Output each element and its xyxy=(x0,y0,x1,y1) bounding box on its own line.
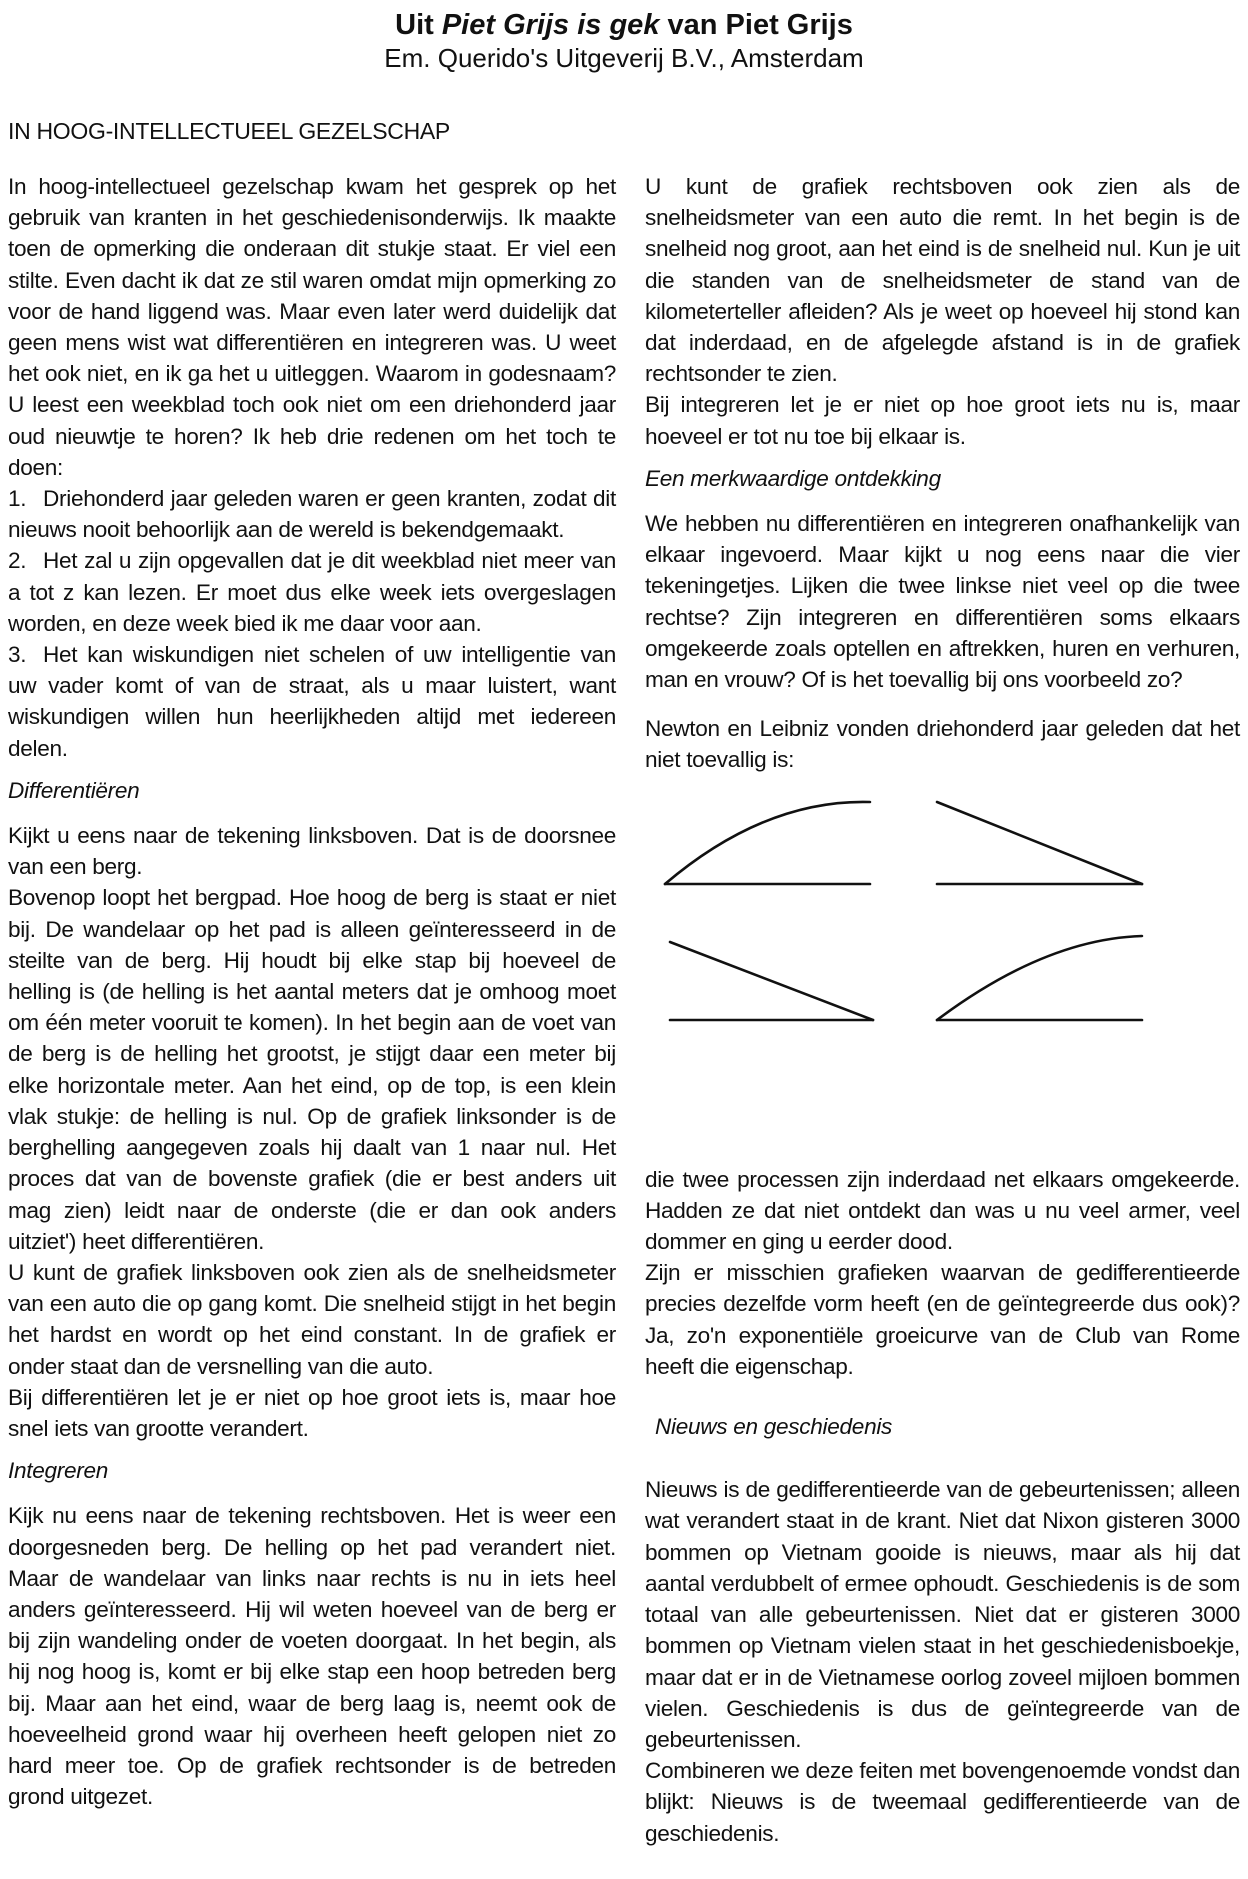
int-paragraph-1: Kijk nu eens naar de tekening rechtsboven. Het is weer een doorgesneden berg. De helling op het pad verandert niet. Maar de wandelaar van links naar rechts is nu in iets heel anders geïnteresseerd. Hij wil weten hoeveel van de berg er bij zijn wandeling onder de voeten doorgaat. In het begin, als hij nog hoog is, komt er bij elke stap een hoop betreden berg bij. Maar aan het eind, waar de berg laag is, neemt ook de hoeveelheid grond waar hij overheen heeft gelopen niet zo hard meer toe. Op de grafiek rechtsonder is de betreden grond uitgezet. xyxy=(8,1503,616,1810)
diff-paragraph-4: Bij differentiëren let je er niet op hoe groot iets is, maar hoe snel iets van grootte verandert. xyxy=(8,1384,616,1441)
drawing-bottom-right-curve xyxy=(937,936,1142,1020)
list-item-text: Het zal u zijn opgevallen dat je dit weekblad niet meer van a tot z kan lezen. Er moet dus elke week iets overgeslagen worden, en deze week bied ik me daar voor aan. xyxy=(8,548,616,636)
right-paragraph-8: Combineren we deze feiten met bovengenoemde vondst dan blijkt: Nieuws is de tweemaal gedifferentieerde van de geschiedenis. xyxy=(645,1758,1240,1846)
right-column xyxy=(645,171,1240,1849)
spacer xyxy=(645,1456,1240,1474)
right-paragraph-5: die twee processen zijn inderdaad net elkaars omgekeerde. Hadden ze dat niet ontdekt dan was u nu veel armer, veel dommer en ging u eerder dood. xyxy=(645,1166,1240,1255)
list-item-number: 3. xyxy=(8,642,27,668)
list-item-number: 1. xyxy=(8,486,27,512)
right-paragraph-6: Zijn er misschien grafieken waarvan de gedifferentieerde precies dezelfde vorm heeft (en de geïntegreerde dus ook)? Ja, zo'n exponentiële groeicurve van de Club van Rome heeft die eigenschap. xyxy=(645,1260,1240,1379)
subheading-nieuws: Nieuws en geschiedenis xyxy=(655,1414,893,1440)
subheading-integreren: Integreren xyxy=(8,1458,108,1484)
diff-paragraph-1: Kijkt u eens naar de tekening linksboven. Dat is de doorsnee van een berg. xyxy=(8,823,616,880)
list-item-1 xyxy=(8,483,616,545)
book-title xyxy=(0,8,1248,42)
spacer xyxy=(645,695,1240,713)
spacer xyxy=(645,1382,1240,1400)
title-prefix: Uit xyxy=(395,9,442,41)
title-italic: Piet Grijs is gek xyxy=(441,9,660,41)
right-paragraph-3: We hebben nu differentiëren en integreren onafhankelijk van elkaar ingevoerd. Maar kijkt u nog eens naar die vier tekeningetjes. Lijken die twee linkse niet veel op die twee rechtse? Zijn integreren en differentiëren soms elkaars omgekeerde zoals optellen en aftrekken, huren en verhuren, man en vrouw? Of is het toevallig bij ons voorbeeld zo? xyxy=(645,511,1240,693)
list-item-3 xyxy=(8,639,616,764)
right-paragraph-4: Newton en Leibniz vonden driehonderd jaar geleden dat het niet toevallig is: xyxy=(645,716,1240,773)
list-item-number: 2. xyxy=(8,548,27,574)
list-item-text: Driehonderd jaar geleden waren er geen kranten, zodat dit nieuws nooit behoorlijk aan de wereld is bekendgemaakt. xyxy=(8,486,616,543)
diff-paragraph-3: U kunt de grafiek linksboven ook zien als de snelheidsmeter van een auto die op gang komt. Die snelheid stijgt in het begin het hardst en wordt op het eind constant. In de grafiek er onder staat dan de versnelling van die auto. xyxy=(8,1259,616,1379)
left-column xyxy=(8,171,616,1812)
list-item-2 xyxy=(8,545,616,639)
title-suffix: van Piet Grijs xyxy=(659,9,853,41)
intro-paragraph: In hoog-intellectueel gezelschap kwam het gesprek op het gebruik van kranten in het geschiedenisonderwijs. Ik maakte toen de opmerking die onderaan dit stukje staat. Er viel een stilte. Even dacht ik dat ze stil waren omdat mijn opmerking zo voor de hand liggend was. Maar even later werd duidelijk dat geen mens wist wat differentiëren en integreren was. U weet het ook niet, en ik ga het u uitleggen. Waarom in godesnaam? U leest een weekblad toch ook niet om een driehonderd jaar oud nieuwtje te horen? Ik heb drie redenen om het toch te doen: xyxy=(8,174,616,480)
subheading-differentieren: Differentiëren xyxy=(8,777,140,803)
right-paragraph-7: Nieuws is de gedifferentieerde van de gebeurtenissen; alleen wat verandert staat in de krant. Niet dat Nixon gisteren 3000 bommen op Vietnam gooide is nieuws, maar als hij dat aantal verdubbelt of ermee ophoudt. Geschiedenis is de som totaal van alle gebeurtenissen. Niet dat er gisteren 3000 bommen op Vietnam vielen staat in het geschiedenisboekje, maar dat er in de Vietnamese oorlog zoveel mijloen bommen vielen. Geschiedenis is dus de geïntegreerde van de gebeurtenissen. xyxy=(645,1477,1240,1752)
subheading-ontdekking: Een merkwaardige ontdekking xyxy=(645,465,941,491)
drawings-svg xyxy=(645,784,1240,1164)
right-paragraph-2: Bij integreren let je er niet op hoe groot iets nu is, maar hoeveel er tot nu toe bij elkaar is. xyxy=(645,392,1240,449)
list-item-text: Het kan wiskundigen niet schelen of uw intelligentie van uw vader komt of van de straat, als u maar luistert, want wiskundigen willen hun heerlijkheden altijd met iedereen delen. xyxy=(8,642,616,761)
section-title: IN HOOG-INTELLECTUEEL GEZELSCHAP xyxy=(8,118,450,144)
publisher-line: Em. Querido's Uitgeverij B.V., Amsterdam xyxy=(384,43,864,73)
drawing-top-left-curve xyxy=(665,802,870,884)
page-header xyxy=(0,8,1248,74)
four-drawings xyxy=(645,784,1240,1164)
right-paragraph-1: U kunt de grafiek rechtsboven ook zien als de snelheidsmeter van een auto die remt. In het begin is de snelheid nog groot, aan het eind is de snelheid nul. Kun je uit die standen van de snelheidsmeter de stand van de kilometerteller afleiden? Als je weet op hoeveel hij stond kan dat inderdaad, en de afgelegde afstand is in de grafiek rechtsonder te zien. xyxy=(645,174,1240,387)
diff-paragraph-2: Bovenop loopt het bergpad. Hoe hoog de berg is staat er niet bij. De wandelaar op het pad is alleen geïnteresseerd in de steilte van de berg. Hij houdt bij elke stap bij hoeveel de helling is (de helling is het aantal meters dat je omhoog moet om één meter vooruit te komen). In het begin aan de voet van de berg is de helling het grootst, je stijgt daar een meter bij elke horizontale meter. Aan het eind, op de top, is een klein vlak stukje: de helling is nul. Op de grafiek linksonder is de berghelling aangegeven zoals hij daalt van 1 naar nul. Het proces dat van de bovenste grafiek (die er best anders uit mag zien) leidt naar de onderste (die er dan ook anders uitziet') heet differentiëren. xyxy=(8,885,616,1254)
drawing-top-right-slope xyxy=(937,802,1142,884)
drawing-bottom-left-slope xyxy=(670,942,873,1020)
